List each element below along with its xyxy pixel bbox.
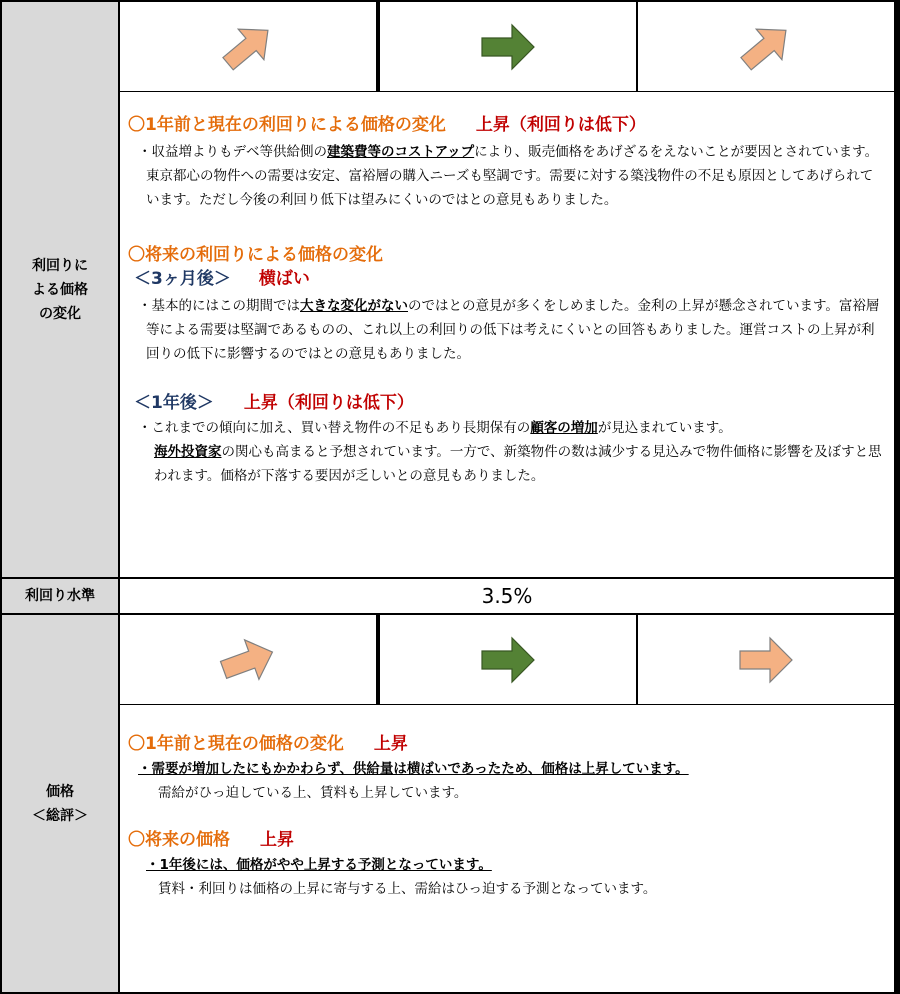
price-future-result: 上昇 — [260, 830, 294, 850]
price-arrow-cell-future — [638, 615, 894, 704]
arrow-right-icon — [736, 634, 796, 686]
price-future-line2: 賃料・利回りは価格の上昇に寄与する上、需給はひっ迫する予測となっています。 — [158, 881, 657, 897]
label-yield-level: 利回り水準 — [2, 579, 118, 613]
label-price-overall-text: 価格 ＜総評＞ — [32, 783, 88, 824]
price-past-heading: 〇1年前と現在の価格の変化 上昇 — [128, 734, 408, 754]
arrow-right-icon — [478, 21, 538, 73]
label-price-overall — [2, 615, 118, 992]
future-3months-text: ・基本的にはこの期間では大きな変化がないのではとの意見が多くをしめました。金利の上昇が懸念されています。富裕層等による需要は堅調であるものの、これ以上の利回りの低下は考えにくいとの回答もありました。運営コストの上昇が利回りの低下に影響するのではとの意見もありました。 — [138, 298, 880, 362]
price-past-result: 上昇 — [373, 734, 408, 754]
price-overall-content — [120, 705, 894, 992]
future-3months-heading: ＜3ヶ月後＞ 横ばい — [134, 269, 310, 289]
yield-level-value: 3.5% — [481, 584, 533, 608]
double-divider — [376, 615, 377, 704]
price-future-line1: ・1年後には、価格がやや上昇する予測となっています。 — [146, 857, 492, 873]
past-yield-result: 上昇（利回りは低下） — [475, 115, 646, 135]
future-1year-heading: ＜1年後＞ 上昇（利回りは低下） — [134, 393, 414, 413]
past-yield-heading: 〇1年前と現在の利回りによる価格の変化 上昇（利回りは低下） — [128, 115, 646, 135]
future-1year-text-1: ・これまでの傾向に加え、買い替え物件の不足もあり長期保有の顧客の増加が見込まれています。 — [138, 420, 732, 436]
arrow-up-right-icon — [218, 21, 278, 73]
yield-level-value-cell — [120, 579, 894, 613]
arrow-up-right-icon — [218, 634, 278, 686]
arrow-cell-past — [120, 2, 376, 91]
future-3months-result: 横ばい — [258, 269, 310, 289]
arrow-cell-1year — [638, 2, 894, 91]
price-arrow-cell-past — [120, 615, 376, 704]
future-yield-heading: 〇将来の利回りによる価格の変化 — [128, 245, 383, 265]
arrow-up-right-icon — [736, 21, 796, 73]
price-past-line2: 需給がひっ迫している上、賃料も上昇しています。 — [158, 785, 468, 801]
arrow-cell-3months — [380, 2, 636, 91]
double-divider — [376, 2, 377, 91]
label-yield-price-change — [2, 2, 118, 577]
price-future-heading: 〇将来の価格 上昇 — [128, 830, 294, 850]
future-1year-text-2: 海外投資家の関心も高まると予想されています。一方で、新築物件の数は減少する見込みで物件価格に影響を及ぼすと思われます。価格が下落する要因が乏しいとの意見もありました。 — [154, 444, 882, 484]
price-arrow-cell-mid — [380, 615, 636, 704]
price-past-line1: ・需要が増加したにもかかわらず、供給量は横ばいであったため、価格は上昇しています。 — [138, 761, 689, 777]
label-yield-price-change-text: 利回りに よる価格 の変化 — [32, 257, 88, 322]
future-1year-result: 上昇（利回りは低下） — [243, 393, 414, 413]
yield-price-change-content — [120, 92, 894, 577]
past-yield-text: ・収益増よりもデベ等供給側の建築費等のコストアップにより、販売価格をあげざるをえないことが要因とされています。東京都心の物件への需要は安定、富裕層の購入ニーズも堅調です。需要に対する築浅物件の不足も原因としてあげられています。ただし今後の利回り低下は望みにくいのではとの意見もありました。 — [138, 144, 879, 208]
arrow-right-icon — [478, 634, 538, 686]
